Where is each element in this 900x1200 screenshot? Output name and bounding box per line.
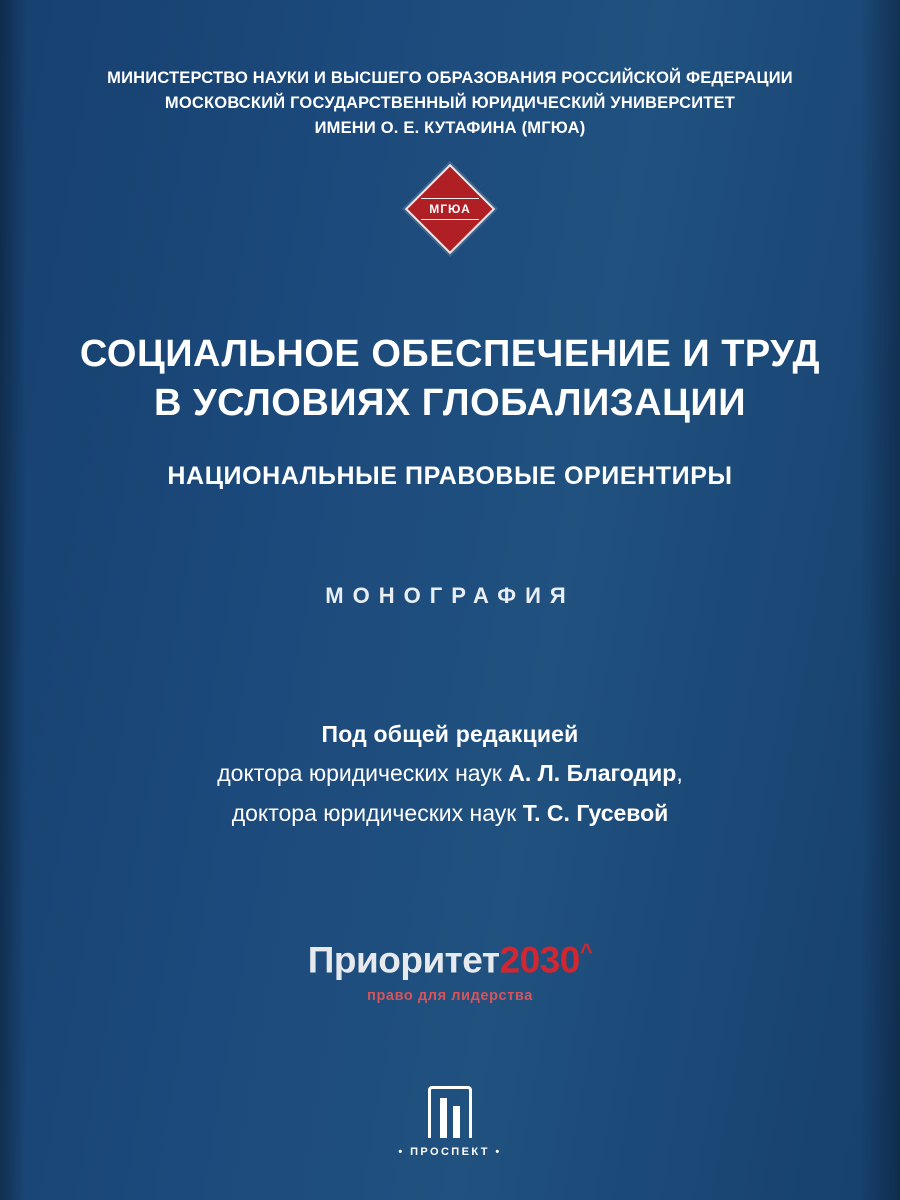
editors-lead: Под общей редакцией [321,720,579,747]
priority-tagline: право для лидерства [367,987,533,1004]
diamond-emblem-icon [407,166,493,252]
priority-logo-text [307,939,593,981]
editors-block [100,717,800,832]
ministry-heading [90,66,810,140]
editor-row-1 [100,756,800,792]
priority-caret-icon: ^ [579,939,593,965]
emblem-label: МГЮА [429,202,471,217]
publication-genre: МОНОГРАФИЯ [325,582,575,608]
book-subtitle: НАЦИОНАЛЬНЫЕ ПРАВОВЫЕ ОРИЕНТИРЫ [167,461,733,490]
editor-row-2 [100,796,800,832]
editor-1-suffix: , [676,760,683,787]
book-title [70,330,830,490]
ministry-line-3: ИМЕНИ О. Е. КУТАФИНА (МГЮА) [314,118,586,137]
priority-year: 2030 [499,939,580,981]
priority-2030-logo [308,941,592,1003]
editor-2-degree: доктора юридических наук [231,799,517,826]
editor-1-name: А. Л. Благодир [508,760,677,787]
editor-2-name: Т. С. Гусевой [522,799,669,826]
ministry-line-2: МОСКОВСКИЙ ГОСУДАРСТВЕННЫЙ ЮРИДИЧЕСКИЙ УНИВЕРСИТЕТ [164,93,736,112]
publisher-name: • ПРОСПЕКТ • [398,1146,502,1158]
priority-word: Приоритет [307,939,500,981]
ministry-line-1: МИНИСТЕРСТВО НАУКИ И ВЫСШЕГО ОБРАЗОВАНИЯ РОССИЙСКОЙ ФЕДЕРАЦИИ [107,69,793,87]
title-line-1: СОЦИАЛЬНОЕ ОБЕСПЕЧЕНИЕ И ТРУД [79,333,821,376]
emblem-plate [421,198,479,220]
title-line-2: В УСЛОВИЯХ ГЛОБАЛИЗАЦИИ [153,381,747,424]
editor-1-degree: доктора юридических наук [217,760,502,787]
